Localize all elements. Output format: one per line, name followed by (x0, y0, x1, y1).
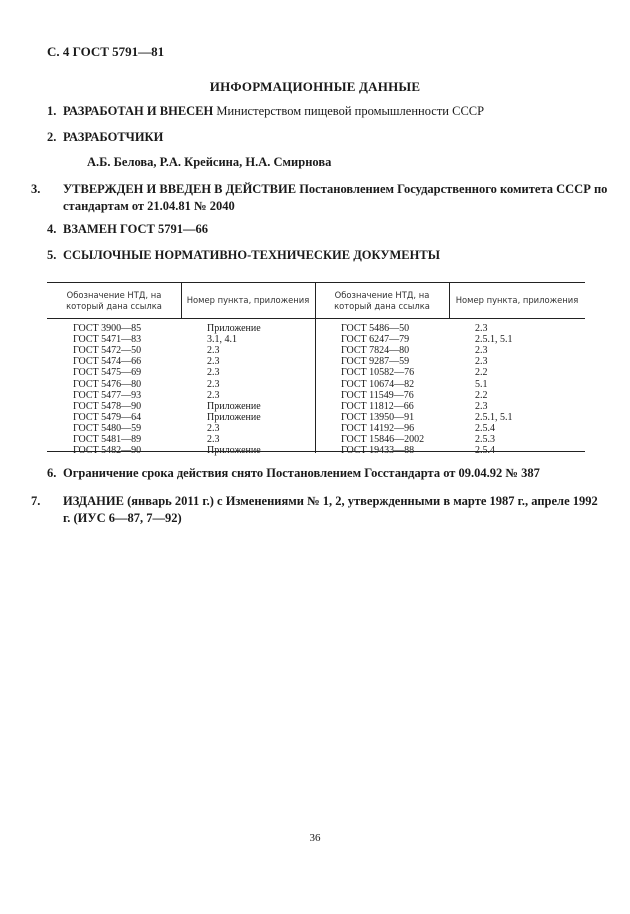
item-text: (январь 2011 г.) с Изменениями № 1, 2, утвержденными в марте 1987 г., апреле 1992 г. (ИУС 6—87, 7—92) (63, 494, 598, 525)
table-cell-right-doc: ГОСТ 11549—76 (341, 389, 414, 401)
item-number: 7. (31, 494, 41, 508)
page-number: 36 (309, 832, 321, 844)
table-cell-right-para: 2.3 (475, 323, 488, 334)
section-title: ИНФОРМАЦИОННЫЕ ДАННЫЕ (209, 79, 421, 94)
table-cell-left-para: 2.3 (207, 378, 220, 390)
table-cell-left-para: Приложение (207, 445, 261, 457)
table-header (47, 283, 585, 318)
table-cell-right-doc: ГОСТ 10674—82 (341, 378, 415, 390)
table-cell-left-doc: ГОСТ 5476—80 (73, 378, 142, 390)
table-cell-left-para: 2.3 (207, 422, 220, 434)
table-cell-right-para: 2.5.4 (475, 445, 495, 457)
item-number: 4. (47, 222, 57, 236)
page-header: С. 4 ГОСТ 5791—81 (47, 44, 165, 59)
table-cell-right-doc: ГОСТ 9287—59 (341, 356, 410, 368)
table-cell-left-doc: ГОСТ 5478—90 (73, 400, 142, 412)
table-cell-left-para: Приложение (207, 323, 261, 334)
table-cell-right-para: 2.2 (475, 367, 488, 379)
item-edition (31, 493, 608, 527)
table-cell-right-doc: ГОСТ 6247—79 (341, 334, 410, 346)
item-number: 5. (47, 248, 57, 262)
table-cell-right-doc: ГОСТ 15846—2002 (341, 434, 425, 445)
table-cell-left-doc: ГОСТ 3900—85 (73, 323, 142, 334)
table-cell-right-para: 2.3 (475, 356, 488, 368)
table-cell-left-doc: ГОСТ 5475—69 (73, 367, 142, 379)
item-text: Министерством пищевой промышленности СССР (213, 104, 485, 118)
table-cell-right-doc: ГОСТ 13950—91 (341, 411, 415, 423)
item-text: Постановлением Государственного комитета СССР по стандартам от 21.04.81 № 2040 (63, 182, 608, 213)
table-cell-right-para: 2.5.3 (475, 434, 495, 445)
table-cell-right-doc: ГОСТ 14192—96 (341, 422, 415, 434)
item-heading: УТВЕРЖДЕН И ВВЕДЕН В ДЕЙСТВИЕ (63, 182, 297, 196)
item-developed (47, 103, 592, 120)
item-heading: РАЗРАБОТЧИКИ (63, 130, 164, 144)
header-doc-right: Обозначение НТД, на который дана ссылка (334, 289, 430, 311)
header-para-left: Номер пункта, приложения (186, 295, 310, 305)
item-number: 6. (47, 466, 57, 480)
item-heading: ССЫЛОЧНЫЕ НОРМАТИВНО-ТЕХНИЧЕСКИЕ ДОКУМЕНТЫ (63, 248, 440, 262)
table-cell-left-para: 2.3 (207, 367, 220, 379)
table-cell-left-doc: ГОСТ 5477—93 (73, 389, 142, 401)
item-replaced (47, 221, 592, 238)
table-cell-right-para: 2.5.4 (475, 422, 495, 434)
table-cell-right-doc: ГОСТ 19433—88 (341, 445, 415, 457)
table-cell-left-para: 2.3 (207, 356, 220, 368)
table-cell-left-para: Приложение (207, 400, 261, 412)
table-cell-left-doc: ГОСТ 5479—64 (73, 411, 142, 423)
table-cell-left-doc: ГОСТ 5481—89 (73, 434, 142, 445)
developers-list: А.Б. Белова, Р.А. Крейсина, Н.А. Смирнова (87, 155, 332, 169)
table-cell-right-doc: ГОСТ 7824—80 (341, 345, 410, 357)
table-cell-right-doc: ГОСТ 11812—66 (341, 400, 414, 412)
table-cell-left-para: 3.1, 4.1 (207, 334, 237, 346)
table-cell-left-para: 2.3 (207, 345, 220, 357)
table-cell-left-doc: ГОСТ 5482—90 (73, 445, 142, 457)
item-number: 1. (47, 104, 57, 118)
item-number: 2. (47, 130, 57, 144)
table-cell-right-para: 2.2 (475, 389, 488, 401)
table-cell-left-para: 2.3 (207, 389, 220, 401)
table-cell-right-doc: ГОСТ 5486—50 (341, 323, 410, 334)
item-term-limit (47, 465, 592, 482)
header-doc-left: Обозначение НТД, на который дана ссылка (66, 289, 162, 311)
table-cell-right-para: 2.5.1, 5.1 (475, 334, 513, 346)
item-heading: ВЗАМЕН ГОСТ 5791—66 (63, 222, 208, 236)
table-cell-right-para: 2.3 (475, 400, 488, 412)
item-heading: ИЗДАНИЕ (63, 494, 124, 508)
table-cell-left-doc: ГОСТ 5474—66 (73, 356, 142, 368)
table-cell-right-para: 5.1 (475, 378, 488, 390)
item-developers (47, 129, 592, 146)
item-number: 3. (31, 182, 41, 196)
references-table (47, 282, 585, 457)
table-cell-left-doc: ГОСТ 5471—83 (73, 334, 142, 346)
table-cell-right-doc: ГОСТ 10582—76 (341, 367, 415, 379)
table-body (47, 319, 585, 457)
item-heading: РАЗРАБОТАН И ВНЕСЕН (63, 104, 214, 118)
header-para-right: Номер пункта, приложения (455, 295, 579, 305)
table-cell-left-doc: ГОСТ 5480—59 (73, 422, 142, 434)
table-cell-left-para: Приложение (207, 411, 261, 423)
item-approved (31, 181, 608, 215)
table-cell-right-para: 2.5.1, 5.1 (475, 411, 513, 423)
table-cell-left-para: 2.3 (207, 434, 220, 445)
table-cell-left-doc: ГОСТ 5472—50 (73, 345, 142, 357)
table-cell-right-para: 2.3 (475, 345, 488, 357)
item-text: Ограничение срока действия снято Постановлением Госстандарта от 09.04.92 № 387 (63, 466, 540, 480)
item-references (47, 247, 592, 264)
